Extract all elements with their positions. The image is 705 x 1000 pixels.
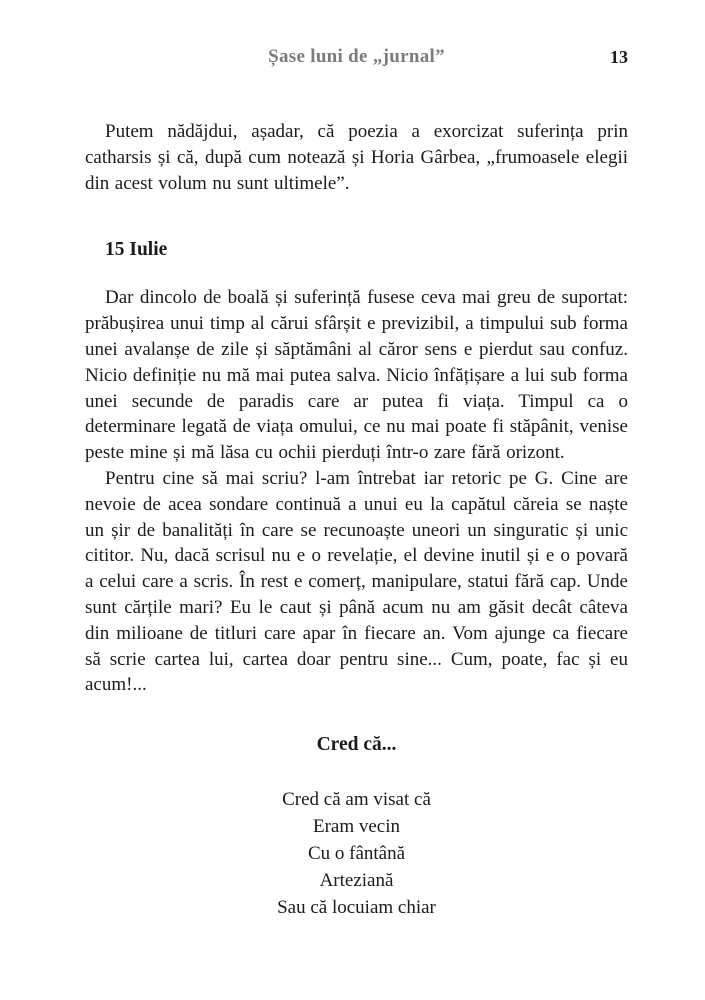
section-heading-date: 15 Iulie [105, 239, 168, 261]
poem-title: Cred că... [316, 734, 397, 756]
paragraph-catharsis: Putem nădăjdui, așadar, că poezia a exorcizat suferința prin catharsis și că, după cum notează și Horia Gârbea, „frumoasele elegii din acest volum nu sunt ultimele”. [85, 121, 628, 194]
paragraph-diary-1: Dar dincolo de boală și suferință fusese ceva mai greu de suportat: prăbușirea unui timp al cărui sfârșit e previzibil, a timpului sub forma unei avalanșe de zile și săptămâni al căror sens e pierdut sau confuz. Nicio definiție nu mă mai putea salva. Nicio înfățișare a lui sub forma unei secunde de paradis care ar putea fi viața. Timpul ca o determinare legată de viața omului, ce nu mai poate fi stăpânit, venise peste mine și mă lăsa cu ochii pierduți într-o zare fără orizont. [85, 287, 628, 464]
running-header [85, 46, 628, 72]
poem [85, 786, 628, 921]
paragraph-diary-2: Pentru cine să mai scriu? l-am întrebat iar retoric pe G. Cine are nevoie de acea sondare continuă a unui eu la capătul căreia se naște un șir de banalități în care se recunoaște uneori un singuratic și unic cititor. Nu, dacă scrisul nu e o revelație, el devine inutil și e o povară a celui care a scris. În rest e comerț, manipulare, statui fără cap. Unde sunt cărțile mari? Eu le caut și până acum nu am găsit decât câteva din milioane de titluri care apar în fiecare an. Vom ajunge ca fiecare să scrie cartea lui, cartea doar pentru sine... Cum, poate, fac și eu acum!... [85, 467, 628, 696]
poem-line: Arteziană [319, 870, 394, 892]
page-body [85, 119, 628, 921]
poem-line: Eram vecin [312, 816, 401, 838]
poem-line: Sau că locuiam chiar [277, 897, 436, 919]
running-header-title: Șase luni de „jurnal” [268, 46, 445, 67]
page-number: 13 [610, 47, 628, 67]
poem-line: Cred că am visat că [282, 789, 431, 811]
poem-line: Cu o fântână [307, 843, 406, 865]
